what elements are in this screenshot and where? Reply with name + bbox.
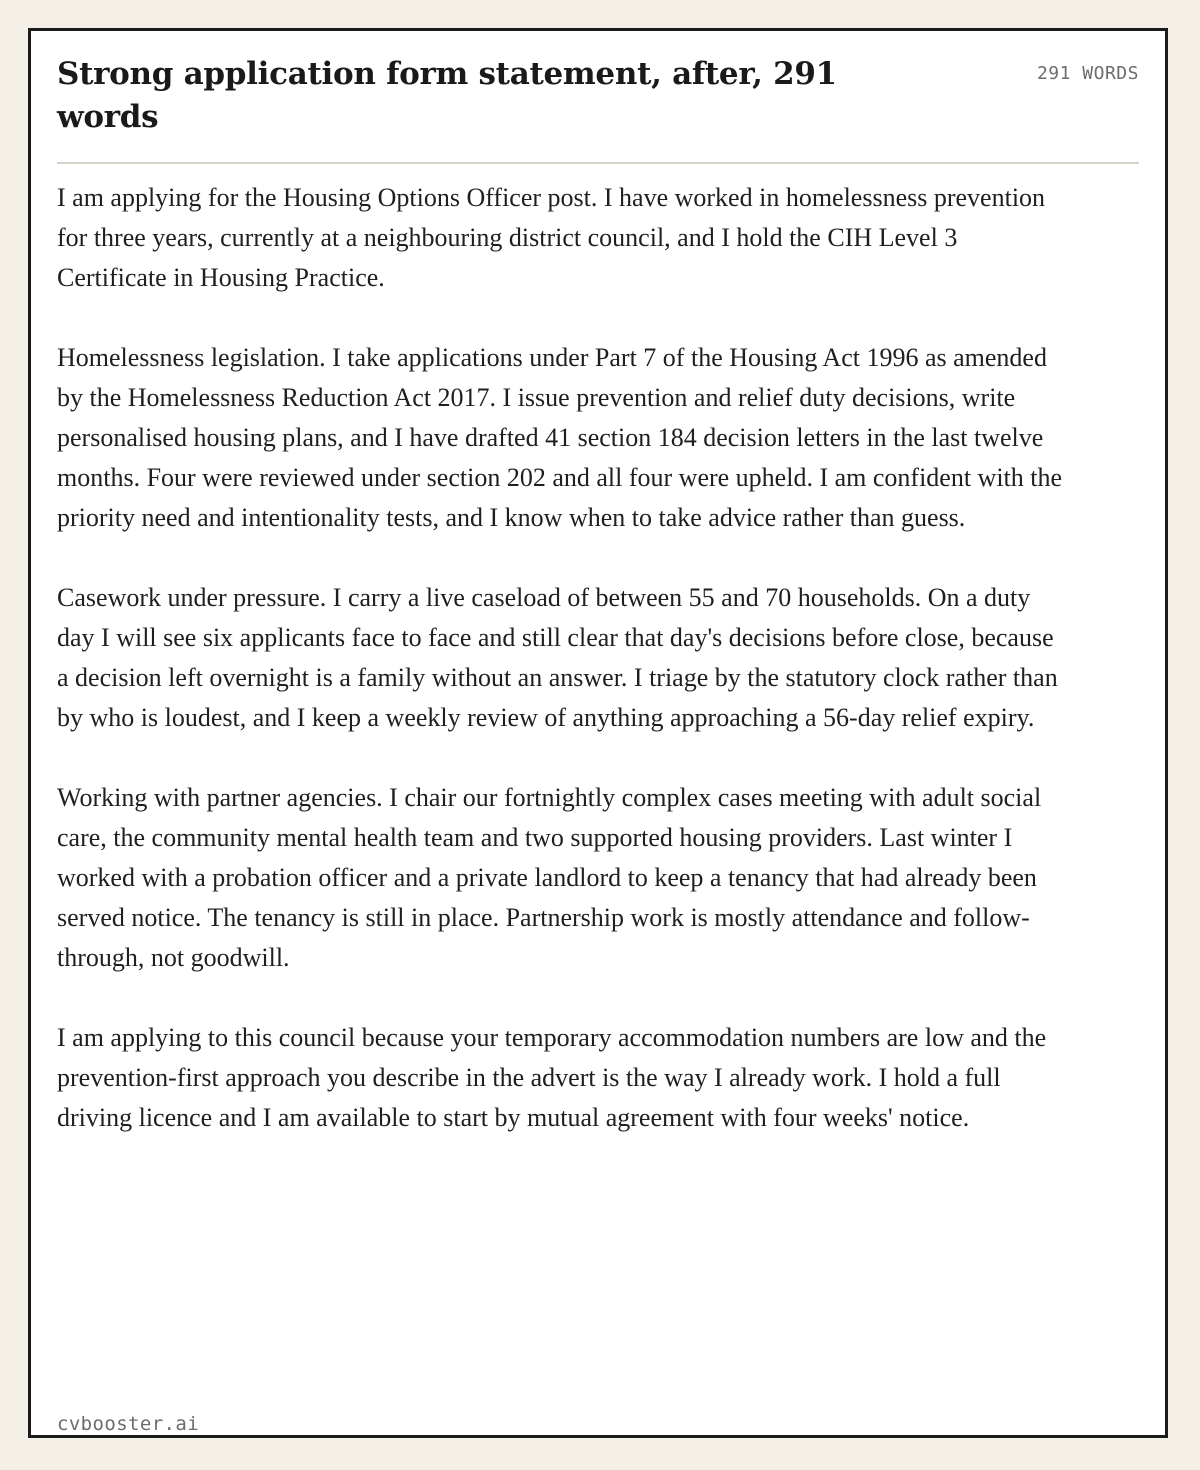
statement-paragraph-casework: Casework under pressure. I carry a live caseload of between 55 and 70 households. On a duty day I will see six applicants face to face and still clear that day's decisions before close, because a decision left overnight is a family without an answer. I triage by the statutory clock rather than by who is loudest, and I keep a weekly review of anything approaching a 56-day relief expiry.: [57, 583, 1058, 732]
statement-paragraph-intro: I am applying for the Housing Options Officer post. I have worked in homelessness prevention for three years, currently at a neighbouring district council, and I hold the CIH Level 3 Certificate in Housing Practice.: [57, 183, 1046, 292]
statement-paragraph-legislation: Homelessness legislation. I take applications under Part 7 of the Housing Act 1996 as amended by the Homelessness Reduction Act 2017. I issue prevention and relief duty decisions, write personalised housing plans, and I have drafted 41 section 184 decision letters in the last twelve months. Four were reviewed under section 202 and all four were upheld. I am confident with the priority need and intentionality tests, and I know when to take advice rather than guess.: [57, 343, 1063, 532]
statement-paragraph-closing: I am applying to this council because your temporary accommodation numbers are low and the prevention-first approach you describe in the advert is the way I already work. I hold a full driving licence and I am available to start by mutual agreement with four weeks' notice.: [57, 1023, 1047, 1132]
statement-paragraph-partners: Working with partner agencies. I chair our fortnightly complex cases meeting with adult social care, the community mental health team and two supported housing providers. Last winter I worked with a probation officer and a private landlord to keep a tenancy that had already been served notice. The tenancy is still in place. Partnership work is mostly attendance and follow-through, not goodwill.: [57, 783, 1042, 972]
statement-card: [28, 28, 1168, 1438]
statement-title: Strong application form statement, after, 291 words: [57, 56, 837, 135]
statement-body: [57, 178, 1067, 1138]
word-count-label: 291 WORDS: [1036, 63, 1139, 84]
statement-header: [57, 53, 1139, 164]
footer-brand: cvbooster.ai: [57, 1413, 200, 1435]
